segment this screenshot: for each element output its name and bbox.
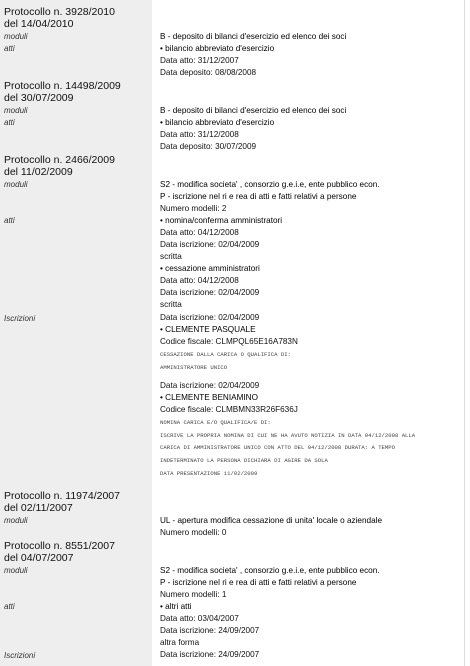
atti-label: atti (4, 216, 15, 225)
atto-title: • nomina/conferma amministratori (160, 216, 282, 226)
protocol-date: del 14/04/2010 (4, 18, 74, 30)
modulo-item: P - iscrizione nel ri e rea di atti e fatti relativi a persone (160, 578, 357, 587)
moduli-label: moduli (4, 180, 28, 189)
iscrizione-note: CARICA DI AMMINISTRATORE UNICO CON ATTO DEL 04/12/2008 DURATA: A TEMPO (160, 444, 395, 451)
protocol-date: del 30/07/2009 (4, 92, 74, 104)
protocol-date: del 02/11/2007 (4, 502, 73, 514)
atto-title: • cessazione amministratori (160, 264, 260, 274)
iscrizione-note: INDETERMINATO LA PERSONA DICHIARA DI AGIRE DA SOLA (160, 457, 328, 464)
atto-data-atto: Data atto: 31/12/2007 (160, 56, 239, 65)
protocol-date: del 04/07/2007 (4, 552, 74, 564)
modulo-item: P - iscrizione nel ri e rea di atti e fatti relativi a persone (160, 192, 357, 201)
moduli-label: moduli (4, 32, 28, 41)
moduli-label: moduli (4, 106, 28, 115)
iscrizioni-label: Iscrizioni (4, 651, 36, 660)
modulo-item: S2 - modifica societa' , consorzio g.e.i.e, ente pubblico econ. (160, 566, 380, 575)
atti-label: atti (4, 118, 15, 127)
iscrizioni-label: Iscrizioni (4, 314, 36, 323)
atto-data-atto: Data atto: 04/12/2008 (160, 276, 239, 285)
protocol-number: Protocollo n. 8551/2007 (4, 540, 115, 552)
atto-data-atto: Data atto: 03/04/2007 (160, 614, 239, 623)
protocol-number: Protocollo n. 2466/2009 (4, 154, 115, 166)
atto-title: • altri atti (160, 602, 192, 612)
atti-label: atti (4, 602, 15, 611)
iscrizione-note: NOMINA CARICA E/O QUALIFICA/E DI: (160, 419, 271, 426)
iscrizione-data: Data iscrizione: 02/04/2009 (160, 381, 260, 390)
atto-data-deposito: Data deposito: 30/07/2009 (160, 142, 257, 151)
atti-label: atti (4, 44, 15, 53)
modulo-item: B - deposito di bilanci d'esercizio ed elenco dei soci (160, 32, 347, 41)
numero-modelli: Numero modelli: 0 (160, 528, 227, 537)
iscrizione-note: AMMINISTRATORE UNICO (160, 364, 228, 371)
modulo-item: B - deposito di bilanci d'esercizio ed elenco dei soci (160, 106, 347, 115)
numero-modelli: Numero modelli: 1 (160, 590, 227, 599)
atto-forma: scritta (160, 252, 182, 261)
codice-fiscale: Codice fiscale: CLMPQL65E16A783N (160, 337, 298, 346)
moduli-label: moduli (4, 566, 28, 575)
moduli-label: moduli (4, 516, 28, 525)
atto-data-iscrizione: Data iscrizione: 24/09/2007 (160, 626, 260, 635)
person-name: • CLEMENTE PASQUALE (160, 325, 256, 335)
iscrizione-note: DATA PRESENTAZIONE 11/02/2009 (160, 470, 258, 477)
iscrizione-note: ISCRIVE LA PROPRIA NOMINA DI CUI NE HA AVUTO NOTIZIA IN DATA 04/12/2008 ALLA (160, 432, 416, 439)
protocol-number: Protocollo n. 14498/2009 (4, 80, 121, 92)
person-name: • CLEMENTE BENIAMINO (160, 393, 258, 403)
atto-title: • bilancio abbreviato d'esercizio (160, 118, 274, 128)
modulo-item: S2 - modifica societa' , consorzio g.e.i.e, ente pubblico econ. (160, 180, 380, 189)
codice-fiscale: Codice fiscale: CLMBMN33R26F636J (160, 405, 298, 414)
atto-title: • bilancio abbreviato d'esercizio (160, 44, 274, 54)
atto-data-deposito: Data deposito: 08/08/2008 (160, 68, 257, 77)
atto-forma: scritta (160, 300, 182, 309)
iscrizione-data: Data iscrizione: 02/04/2009 (160, 313, 260, 322)
iscrizione-note: CESSAZIONE DALLA CARICA O QUALIFICA DI: (160, 351, 291, 358)
atto-forma: altra forma (160, 638, 200, 647)
atto-data-iscrizione: Data iscrizione: 02/04/2009 (160, 240, 260, 249)
protocol-date: del 11/02/2009 (4, 166, 73, 178)
protocol-number: Protocollo n. 11974/2007 (4, 490, 120, 502)
protocol-number: Protocollo n. 3928/2010 (4, 6, 115, 18)
atto-data-atto: Data atto: 04/12/2008 (160, 228, 239, 237)
atto-data-atto: Data atto: 31/12/2008 (160, 130, 239, 139)
modulo-item: UL - apertura modifica cessazione di unita' locale o aziendale (160, 516, 382, 525)
iscrizione-data: Data iscrizione: 24/09/2007 (160, 650, 260, 659)
numero-modelli: Numero modelli: 2 (160, 204, 227, 213)
atto-data-iscrizione: Data iscrizione: 02/04/2009 (160, 288, 260, 297)
